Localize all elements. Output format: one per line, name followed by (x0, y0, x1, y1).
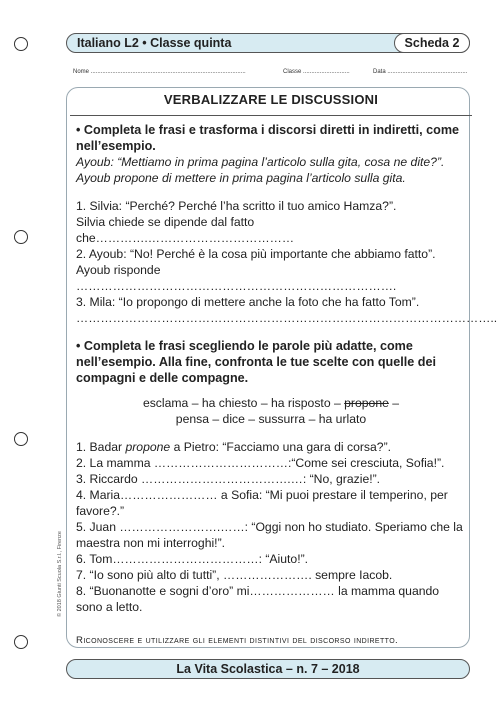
exercise-line: 1. Silvia: “Perché? Perché l’ha scritto il tuo amico Hamza?”. (76, 199, 397, 213)
exercise-line: Silvia chiede se dipende dal fatto che………….……………………………… (76, 215, 295, 245)
exercise-line: 5. Juan …………………….……: “Oggi non ho studiato. Speriamo che la maestra non mi interroghi!”. (76, 520, 463, 550)
title-divider (70, 115, 472, 116)
instruction-2: • Completa le frasi scegliendo le parole più adatte, come nell’esempio. Alla fine, confronta le tue scelte con quelle dei compagni e delle compagne. (76, 339, 436, 385)
header-title: Italiano L2 • Classe quinta (77, 36, 232, 50)
word-bank-part: esclama – ha chiesto – ha risposto – (142, 396, 345, 410)
name-field: Nome ............................................................................................. (73, 69, 246, 75)
exercise-line: 8. “Buonanotte e sogni d’oro” mi………………… la mamma quando sono a letto. (76, 584, 440, 614)
example-indirect: Ayoub propone di mettere in prima pagina l’articolo sulla gita. (76, 171, 406, 185)
binder-hole-2 (14, 230, 28, 244)
exercise-line: Ayoub risponde ……………………………………………………………………. (76, 263, 397, 293)
footer-bar: La Vita Scolastica – n. 7 – 2018 (66, 659, 470, 679)
exercise-line: 2. Ayoub: “No! Perché è la cosa più importante che abbiamo fatto”. (76, 247, 436, 261)
word-bank-line2: pensa – dice – sussurra – ha urlato (175, 412, 367, 426)
exercise-line: 3. Riccardo ……………………………….…: “No, grazie!”. (76, 472, 381, 486)
binder-hole-3 (14, 432, 28, 446)
binder-hole-1 (14, 37, 28, 51)
page-title: VERBALIZZARE LE DISCUSSIONI (163, 92, 379, 107)
copyright: © 2018 Giunti Scuola S.r.l., Firenze (57, 531, 63, 617)
worksheet-content (76, 92, 498, 649)
class-field: Classe ............................ (283, 69, 350, 75)
date-field: Data ................................................ (373, 69, 468, 75)
instruction-1: • Completa le frasi e trasforma i discorsi diretti in indiretti, come nell’esempio. (76, 123, 460, 153)
example-direct: Ayoub: “Mettiamo in prima pagina l’articolo sulla gita, cosa ne dite?”. (76, 155, 445, 169)
exercise-line: 7. “Io sono più alto di tutti”, …………………. sempre Iacob. (76, 568, 393, 582)
header-bar (66, 33, 470, 53)
exercise-line: 4. Maria…………………… a Sofia: “Mi puoi prestare il temperino, per favore?.” (76, 488, 448, 518)
word-bank-part: – (388, 396, 400, 410)
exercise-line: 2. La mamma ……………………………:“Come sei cresciuta, Sofia!”. (76, 456, 445, 470)
binder-hole-4 (14, 635, 28, 649)
exercise-line: 3. Mila: “Io propongo di mettere anche la foto che ha fatto Tom”. (76, 295, 420, 309)
learning-objective: Riconoscere e utilizzare gli elementi distintivi del discorso indiretto. (76, 635, 399, 646)
word-bank-struck: propone (344, 396, 389, 410)
exercise-line: 6. Tom………………………………: “Aiuto!”. (76, 552, 309, 566)
exercise-line: 1. Badar propone a Pietro: “Facciamo una gara di corsa?”. (76, 440, 392, 454)
word-bank (76, 395, 466, 427)
sheet-label: Scheda 2 (394, 33, 470, 53)
exercise-line: ………………………………………………………………………………………….. (76, 311, 498, 325)
